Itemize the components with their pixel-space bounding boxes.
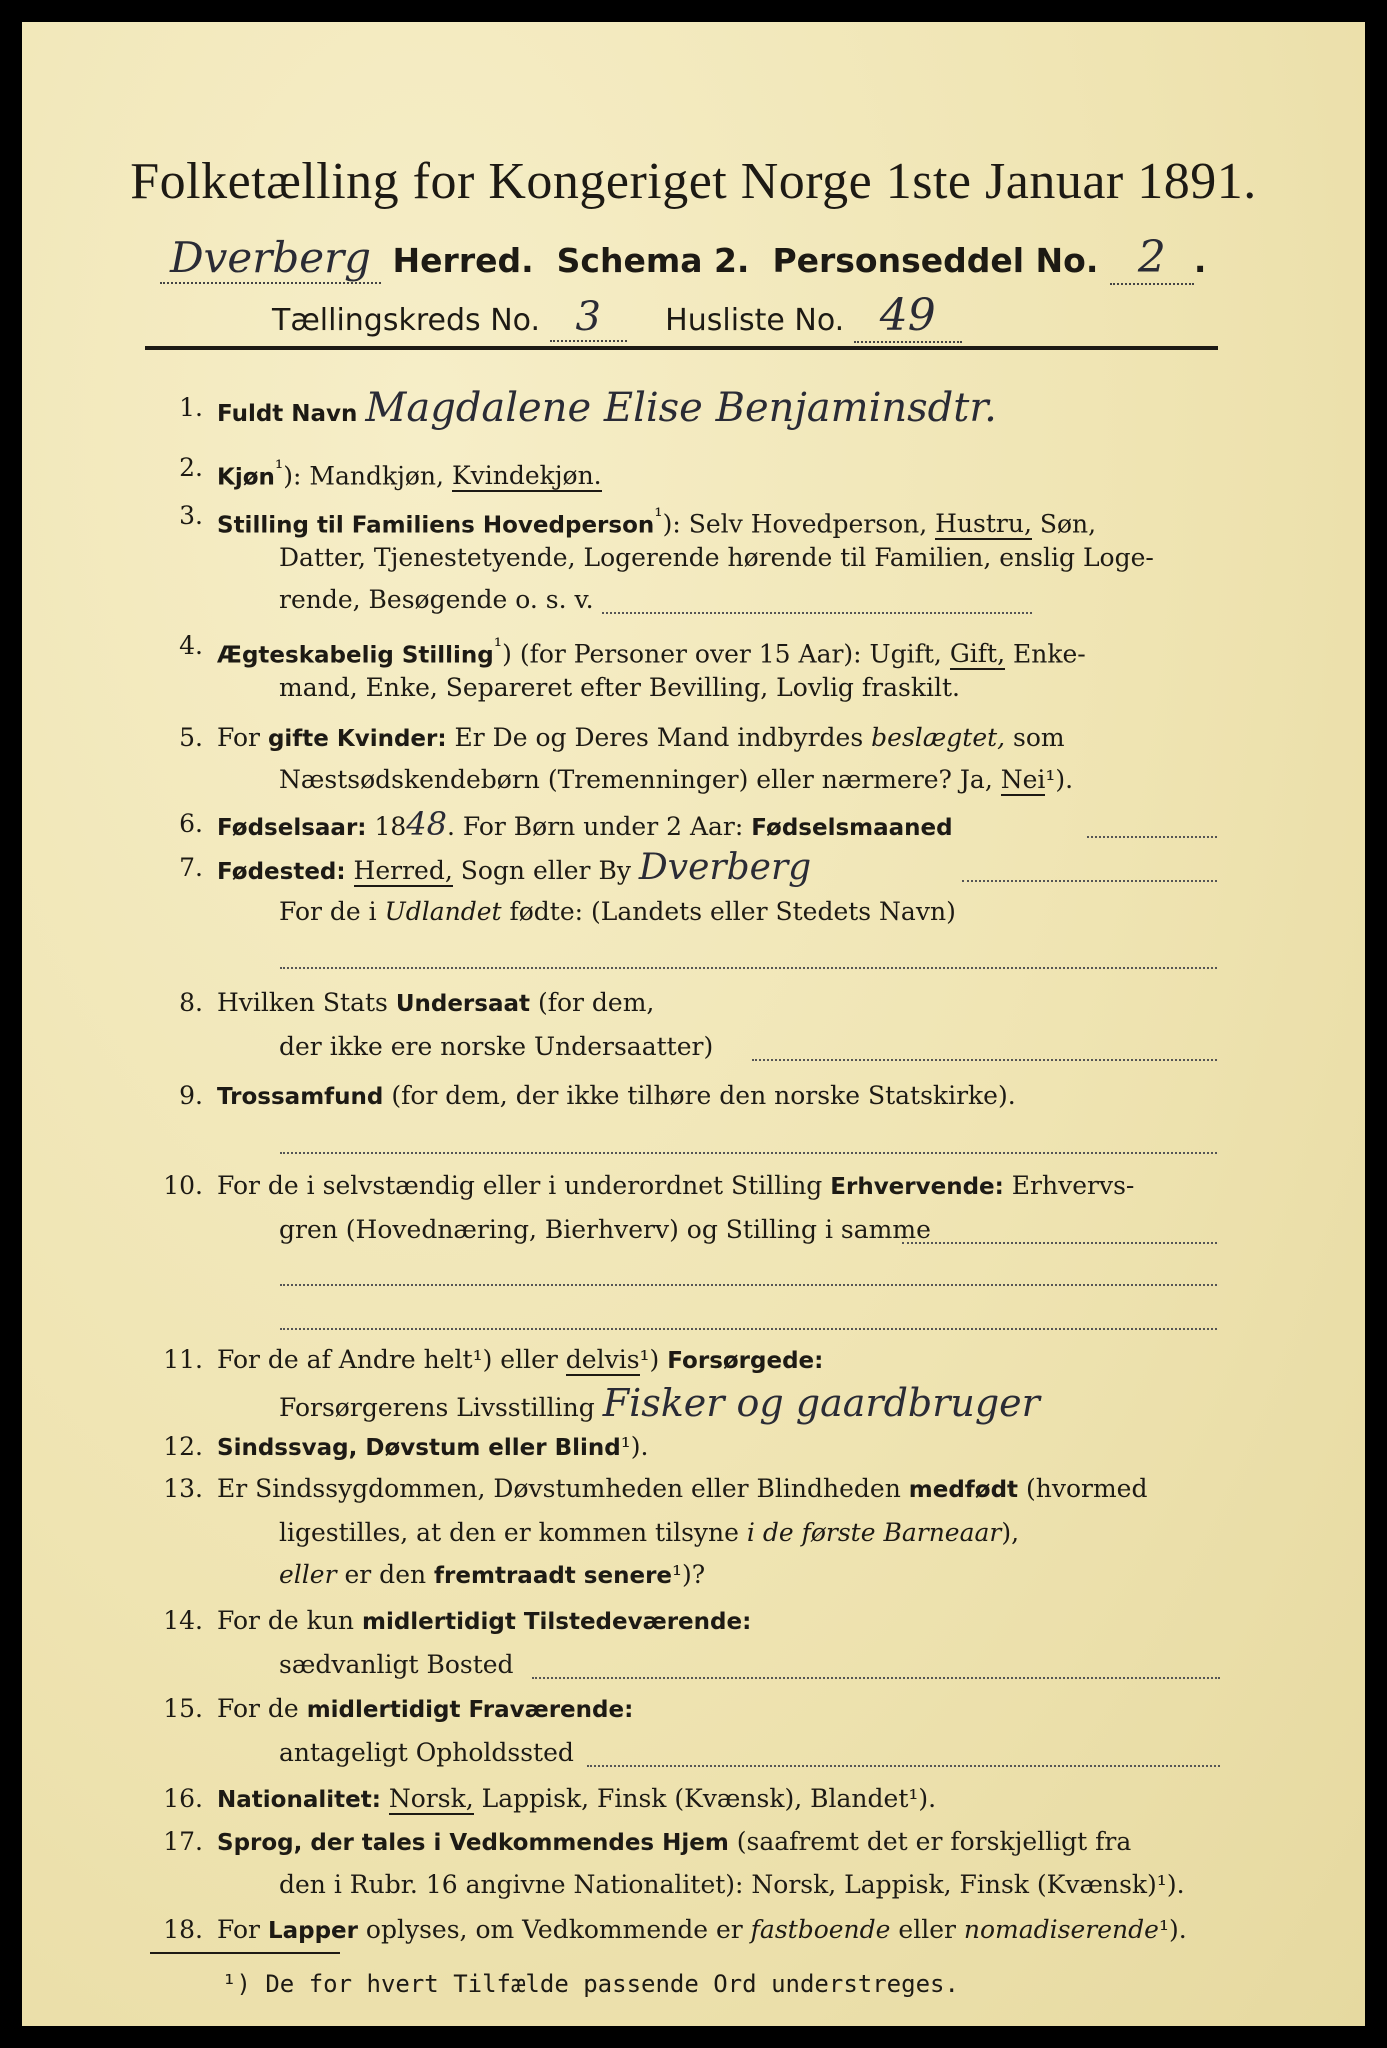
field-text-italic: eller (279, 1560, 337, 1589)
field-text: ¹). (1158, 1915, 1187, 1944)
field-text: Hvilken Stats (217, 988, 396, 1017)
selected-option: Hustru, (935, 509, 1032, 539)
field-label: Stilling til Familiens Hovedperson (217, 512, 655, 539)
field-text-italic: nomadiserende (963, 1915, 1159, 1944)
field-label: Fødselsmaaned (751, 815, 953, 841)
field-text: ¹)? (672, 1560, 706, 1589)
schema-label: Schema 2. (556, 241, 750, 280)
field-label: Fuldt Navn (217, 401, 358, 427)
field-text-italic: fastboende (750, 1915, 891, 1944)
field-label: midlertidigt Fraværende: (306, 1697, 634, 1723)
footnote-mark: ¹ (654, 504, 663, 528)
field-text: ¹). (1045, 765, 1074, 794)
dotted-fill (602, 612, 1032, 614)
dotted-fill (902, 1242, 1217, 1244)
dotted-fill (1087, 836, 1217, 838)
census-form (22, 22, 1365, 2026)
selected-option: delvis (565, 1345, 640, 1374)
provider-occupation-value: Fisker og gaardbruger (602, 1381, 1040, 1425)
dotted-fill (962, 880, 1217, 882)
field-number: 8. (179, 988, 203, 1017)
field-text: Erhvervs- (1003, 1171, 1135, 1200)
field-label: Fødested: (217, 859, 346, 885)
personseddel-value: 2 (1110, 232, 1194, 285)
footnote-rule (150, 1952, 340, 1954)
field-number: 1. (179, 393, 203, 422)
field-label: Trossamfund (217, 1084, 384, 1110)
husliste-value: 49 (854, 290, 962, 343)
field-text: der ikke ere norske Undersaatter) (279, 1032, 714, 1061)
field-label: Erhvervende: (830, 1174, 1004, 1200)
kreds-line (272, 290, 962, 343)
footnote-mark: ¹ (274, 456, 284, 480)
field-text: ): Selv Hovedperson, (662, 509, 936, 539)
field-text: eller (890, 1915, 964, 1944)
field-label: Forsørgede: (667, 1348, 824, 1374)
field-text: som (1005, 723, 1065, 752)
field-label: Sindssvag, Døvstum eller Blind (217, 1435, 621, 1461)
full-name-value: Magdalene Elise Benjaminsdtr. (365, 385, 997, 431)
dotted-fill (752, 1059, 1217, 1061)
field-number: 5. (179, 723, 203, 752)
field-number: 11. (163, 1345, 203, 1374)
field-text: sædvanligt Bosted (279, 1650, 514, 1679)
field-text: (for dem, der ikke tilhøre den norske Statskirke). (383, 1081, 1016, 1110)
field-text: Sogn eller By (452, 856, 631, 885)
field-label: midlertidigt Tilstedeværende: (361, 1609, 752, 1635)
husliste-label: Husliste No. (665, 303, 845, 338)
field-text: antageligt Opholdssted (279, 1738, 574, 1767)
field-text: ): Mandkjøn, (283, 461, 452, 491)
personseddel-end: . (1193, 241, 1207, 280)
field-text: . For Børn under 2 Aar: (446, 812, 752, 841)
field-text: oplyses, om Vedkommende er (357, 1915, 751, 1944)
field-label: Kjøn (217, 464, 275, 491)
selected-option: Herred, (353, 856, 453, 885)
field-text: Datter, Tjenestetyende, Logerende hørende til Familien, enslig Loge- (279, 543, 1154, 572)
field-text: Er De og Deres Mand indbyrdes (446, 723, 872, 752)
dotted-fill (280, 1328, 1217, 1330)
field-text: Enke- (1005, 639, 1086, 669)
field-text: For de kun (217, 1606, 362, 1635)
header-rule (145, 346, 1218, 350)
field-text: For de i selvstændig eller i underordnet Stilling (217, 1171, 831, 1200)
field-number: 14. (163, 1606, 203, 1635)
field-text: Lappisk, Finsk (Kvænsk), Blandet¹). (473, 1784, 937, 1813)
herred-value: Dverberg (160, 233, 381, 284)
dotted-fill (587, 1765, 1220, 1767)
birthplace-value: Dverberg (638, 847, 812, 888)
field-number: 13. (163, 1474, 203, 1503)
field-label: Fødselsaar: (217, 815, 367, 841)
field-number: 2. (179, 453, 203, 482)
field-text: er den (336, 1560, 435, 1589)
dotted-fill (280, 967, 1217, 969)
field-number: 10. (163, 1171, 203, 1200)
field-text: gren (Hovednæring, Bierhverv) og Stilling i samme (279, 1215, 931, 1244)
field-text: For de (217, 1694, 307, 1723)
field-number: 17. (163, 1827, 203, 1856)
field-text: den i Rubr. 16 angivne Nationalitet): Norsk, Lappisk, Finsk (Kvænsk)¹). (279, 1870, 1185, 1899)
field-text: ), (1001, 1518, 1020, 1547)
field-label: Undersaat (395, 991, 530, 1017)
field-text: For de i (279, 897, 385, 926)
field-text: Forsørgerens Livsstilling (279, 1393, 595, 1422)
field-text: ¹). (620, 1432, 649, 1461)
personseddel-label: Personseddel No. (772, 241, 1099, 280)
selected-option: Gift, (949, 639, 1006, 669)
field-label: Nationalitet: (217, 1787, 381, 1813)
herred-label: Herred. (392, 241, 534, 280)
dotted-fill (280, 1152, 1217, 1154)
field-label: Lapper (267, 1918, 358, 1944)
field-text-italic: i de første Barneaar (746, 1518, 1002, 1547)
field-text: mand, Enke, Separeret efter Bevilling, Lovlig fraskilt. (279, 673, 960, 702)
field-number: 12. (163, 1432, 203, 1461)
birth-year-value: 48 (406, 805, 447, 843)
field-number: 18. (163, 1915, 203, 1944)
field-number: 3. (179, 501, 203, 530)
field-text-italic: Udlandet (384, 897, 502, 926)
field-text: 18 (366, 812, 407, 841)
field-text: Er Sindssygdommen, Døvstumheden eller Blindheden (217, 1474, 909, 1503)
field-number: 16. (163, 1784, 203, 1813)
field-number: 15. (163, 1694, 203, 1723)
field-number: 9. (179, 1081, 203, 1110)
field-label: medfødt (908, 1477, 1019, 1503)
field-text: rende, Besøgende o. s. v. (279, 585, 594, 614)
herred-line (160, 232, 1206, 285)
field-label: gifte Kvinder: (267, 726, 447, 752)
field-text: (hvormed (1018, 1474, 1148, 1503)
field-number: 7. (179, 853, 203, 882)
footnote-mark: ¹ (493, 634, 503, 658)
dotted-fill (532, 1677, 1220, 1679)
field-text: Søn, (1031, 509, 1097, 539)
kreds-label: Tællingskreds No. (272, 303, 540, 338)
dotted-fill (280, 1284, 1217, 1286)
field-text: fødte: (Landets eller Stedets Navn) (501, 897, 956, 926)
field-label: fremtraadt senere (434, 1563, 673, 1589)
field-text: ¹) (639, 1345, 668, 1374)
field-text-italic: beslægtet, (871, 723, 1006, 752)
field-label: Sprog, der tales i Vedkommendes Hjem (217, 1830, 729, 1856)
selected-option: Norsk, (388, 1784, 474, 1813)
field-text: (saafremt det er forskjelligt fra (728, 1827, 1132, 1856)
field-text: For (217, 723, 268, 752)
field-text: For (217, 1915, 268, 1944)
field-text: (for dem, (530, 988, 655, 1017)
field-text: ligestilles, at den er kommen tilsyne (279, 1518, 747, 1547)
footnote: ¹) De for hvert Tilfælde passende Ord understreges. (222, 1970, 959, 1998)
field-number: 4. (179, 631, 203, 660)
field-number: 6. (179, 809, 203, 838)
selected-option: Nei (1000, 765, 1046, 794)
form-title: Folketælling for Kongeriget Norge 1ste Januar 1891. (130, 153, 1257, 210)
selected-option: Kvindekjøn. (451, 461, 602, 491)
field-label: Ægteskabelig Stilling (217, 642, 494, 669)
kreds-value: 3 (550, 294, 627, 342)
field-text: Næstsødskendebørn (Tremenninger) eller nærmere? Ja, (279, 765, 1001, 794)
field-text: For de af Andre helt¹) eller (217, 1345, 566, 1374)
field-text: ) (for Personer over 15 Aar): Ugift, (502, 639, 950, 669)
